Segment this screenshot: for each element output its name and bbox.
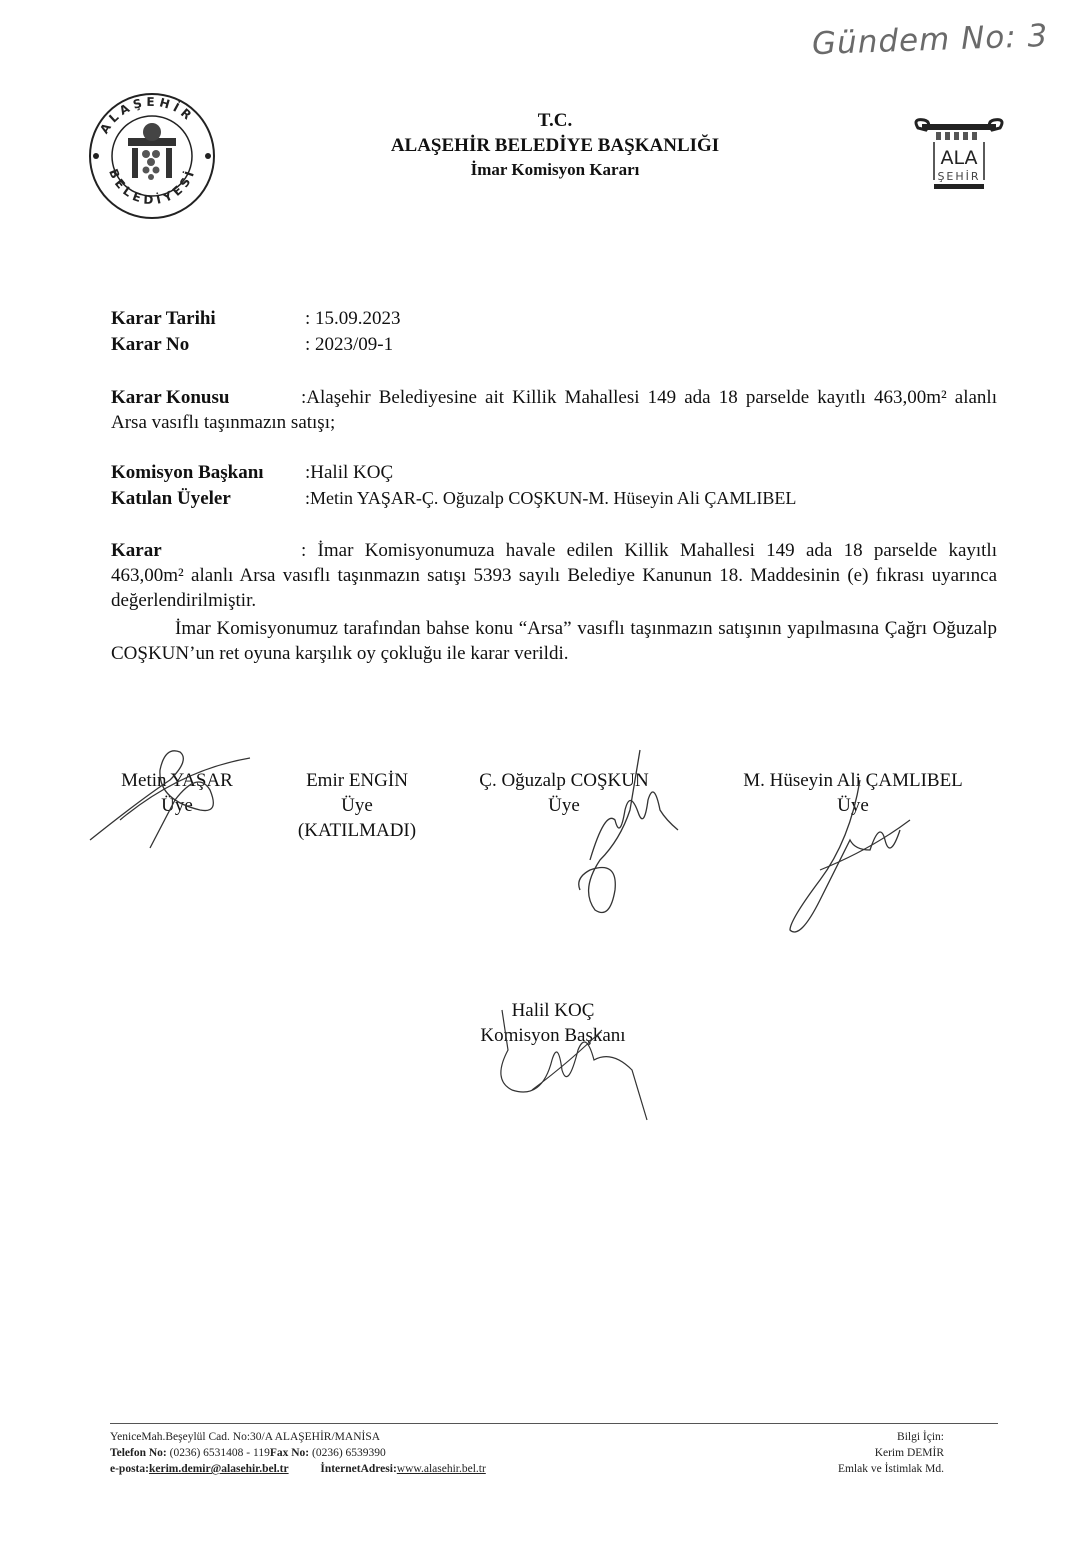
decision-no-label: Karar No	[111, 334, 190, 355]
fax-label: Fax No:	[269, 1447, 310, 1459]
decision-paragraph-1	[111, 538, 997, 613]
signatory-note: (KATILMADI)	[297, 820, 417, 841]
footer-phone-line	[110, 1445, 486, 1461]
subject-block	[111, 385, 997, 435]
decision-label: Karar	[111, 540, 162, 561]
signatory-name: M. Hüseyin Ali ÇAMLIBEL	[743, 770, 963, 791]
signature-scribble-camlibel	[780, 780, 920, 940]
svg-text:BELEDİYESİ: BELEDİYESİ	[106, 165, 199, 208]
chair-value: :Halil KOÇ	[305, 462, 394, 483]
signatory-role: Üye	[341, 795, 373, 816]
footer-address: YeniceMah.Beşeylül Cad. No:30/A ALAŞEHİR/MANİSA	[110, 1431, 381, 1443]
alasehir-logo	[912, 118, 1006, 200]
signatory-name: Ç. Oğuzalp COŞKUN	[479, 770, 649, 791]
signatory-name: Emir ENGİN	[306, 770, 408, 791]
date-label: Karar Tarihi	[111, 308, 216, 329]
subject-text: :Alaşehir Belediyesine ait Killik Mahallesi 149 ada 18 parselde kayıtlı 463,00m² alanlı Arsa vasıflı taşınmazın satışı;	[111, 387, 997, 433]
svg-text:ALA: ALA	[940, 147, 978, 169]
members-value: :Metin YAŞAR-Ç. Oğuzalp COŞKUN-M. Hüseyin Ali ÇAMLIBEL	[305, 488, 797, 508]
web-label: İnternetAdresi:	[320, 1463, 397, 1475]
header-institution: ALAŞEHİR BELEDİYE BAŞKANLIĞI	[390, 135, 720, 156]
web-link[interactable]: www.alasehir.bel.tr	[396, 1463, 486, 1475]
chair-role: Komisyon Başkanı	[480, 1025, 626, 1046]
signatory-role: Üye	[548, 795, 580, 816]
chair-name: Halil KOÇ	[511, 1000, 595, 1021]
members-label: Katılan Üyeler	[111, 488, 231, 509]
footer-divider	[110, 1423, 998, 1424]
info-label: Bilgi İçin:	[897, 1431, 944, 1443]
svg-text:ALAŞEHİR: ALAŞEHİR	[97, 94, 198, 137]
info-name: Kerim DEMİR	[874, 1447, 944, 1459]
decision-paragraph-2: İmar Komisyonumuz tarafından bahse konu “Arsa” vasıflı taşınmazın satışının yapılmasına Çağrı Oğuzalp COŞKUN’un ret oyuna karşılık oy çokluğu ile karar verildi.	[111, 618, 997, 664]
decision-text-1: : İmar Komisyonumuza havale edilen Killik Mahallesi 149 ada 18 parselde kayıtlı 463,00m² alanlı Arsa vasıflı taşınmazın satışı 5393 sayılı Belediye Kanunun 18. Maddesinin (e) fıkrası uyarınca değerlendirilmiştir.	[111, 540, 997, 611]
header-tc: T.C.	[537, 110, 573, 131]
footer-contact	[110, 1429, 486, 1477]
date-value: : 15.09.2023	[305, 308, 401, 329]
municipality-seal	[86, 90, 218, 222]
signatory-role: Üye	[837, 795, 869, 816]
handwritten-agenda-note: Gündem No: 3	[811, 17, 1049, 63]
email-label: e-posta:	[110, 1463, 149, 1475]
signatory-role: Üye	[161, 795, 193, 816]
signature-scribble-coskun	[560, 750, 690, 920]
info-dept: Emlak ve İstimlak Md.	[837, 1463, 944, 1475]
footer-info	[760, 1429, 944, 1477]
header-subtitle: İmar Komisyon Kararı	[470, 160, 640, 179]
signatory-name: Metin YAŞAR	[121, 770, 233, 791]
subject-label: Karar Konusu	[111, 387, 230, 408]
decision-no-value: : 2023/09-1	[305, 334, 394, 355]
signature-scribble-koc	[482, 990, 662, 1130]
fax-value: (0236) 6539390	[312, 1447, 386, 1459]
signature-scribble-yasar	[80, 740, 260, 850]
phone-value: (0236) 6531408 - 119	[169, 1447, 270, 1459]
chair-label: Komisyon Başkanı	[111, 462, 264, 483]
email-link[interactable]: kerim.demir@alasehir.bel.tr	[148, 1463, 289, 1475]
svg-text:ŞEHİR: ŞEHİR	[937, 170, 981, 183]
footer-online-line	[110, 1461, 486, 1477]
signature-emir-engin	[282, 768, 432, 843]
phone-label: Telefon No:	[110, 1447, 167, 1459]
